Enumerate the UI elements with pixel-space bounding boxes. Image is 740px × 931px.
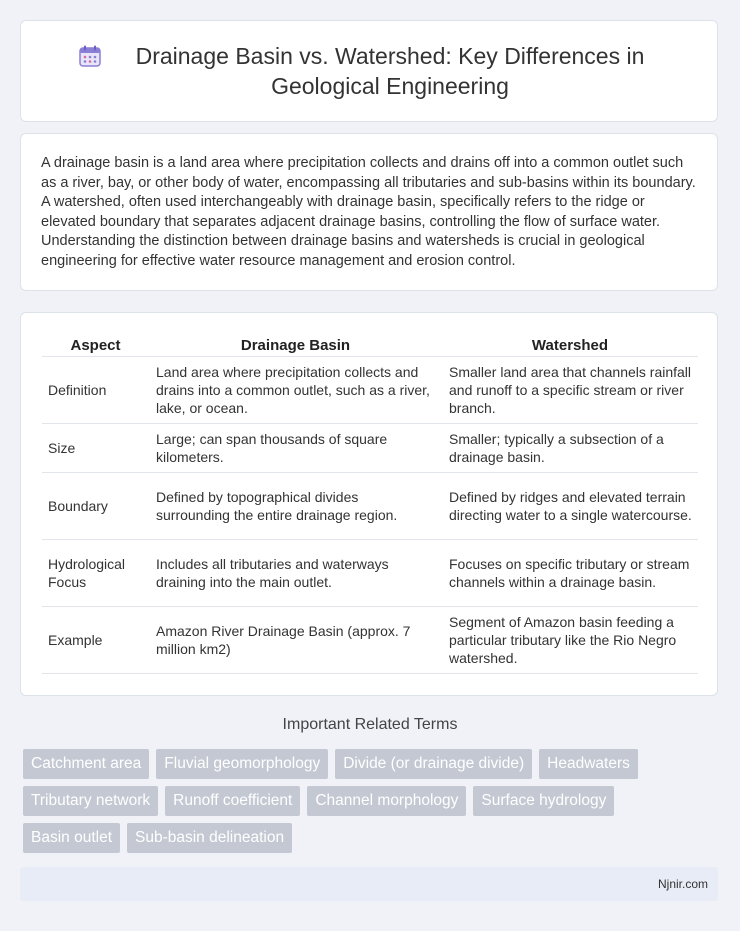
row-aspect: Definition bbox=[42, 357, 149, 424]
row-drainage-basin: Amazon River Drainage Basin (approx. 7 million km2) bbox=[149, 607, 442, 674]
comparison-table-card bbox=[20, 312, 718, 696]
calendar-icon bbox=[78, 44, 102, 68]
row-watershed: Defined by ridges and elevated terrain directing water to a single watercourse. bbox=[442, 473, 698, 540]
related-terms-list bbox=[23, 749, 713, 860]
term-tag[interactable]: Catchment area bbox=[23, 749, 149, 779]
term-tag[interactable]: Channel morphology bbox=[307, 786, 466, 816]
table-row bbox=[42, 607, 698, 674]
term-tag[interactable]: Runoff coefficient bbox=[165, 786, 300, 816]
row-drainage-basin: Land area where precipitation collects and drains into a common outlet, such as a river, lake, or ocean. bbox=[149, 357, 442, 424]
title-card bbox=[20, 20, 718, 122]
title-wrap bbox=[78, 41, 660, 101]
row-watershed: Smaller land area that channels rainfall and runoff to a specific stream or river branch. bbox=[442, 357, 698, 424]
row-watershed: Segment of Amazon basin feeding a particular tributary like the Rio Negro watershed. bbox=[442, 607, 698, 674]
intro-paragraph: A drainage basin is a land area where precipitation collects and drains off into a common outlet such as a river, bay, or other body of water, encompassing all tributaries and sub-basins within its boundary. A watershed, often used interchangeably with drainage basin, specifically refers to the ridge or elevated boundary that separates adjacent drainage basins, controlling the flow of surface water. Understanding the distinction between drainage basins and watersheds is crucial in geological engineering for effective water resource management and erosion control. bbox=[41, 155, 696, 269]
row-aspect: Hydrological Focus bbox=[42, 540, 149, 607]
term-tag[interactable]: Sub-basin delineation bbox=[127, 823, 292, 853]
term-tag[interactable]: Divide (or drainage divide) bbox=[335, 749, 532, 779]
term-tag[interactable]: Surface hydrology bbox=[473, 786, 614, 816]
row-watershed: Smaller; typically a subsection of a drainage basin. bbox=[442, 424, 698, 473]
row-aspect: Boundary bbox=[42, 473, 149, 540]
footer bbox=[20, 867, 718, 901]
header-watershed: Watershed bbox=[442, 333, 698, 357]
intro-card bbox=[20, 133, 718, 291]
table-row bbox=[42, 357, 698, 424]
term-tag[interactable]: Basin outlet bbox=[23, 823, 120, 853]
table-row bbox=[42, 473, 698, 540]
comparison-table bbox=[42, 333, 698, 674]
row-watershed: Focuses on specific tributary or stream channels within a drainage basin. bbox=[442, 540, 698, 607]
table-row bbox=[42, 540, 698, 607]
footer-brand-link[interactable]: Njnir.com bbox=[657, 877, 708, 891]
table-header-row bbox=[42, 333, 698, 357]
related-terms-heading: Important Related Terms bbox=[282, 716, 458, 733]
term-tag[interactable]: Headwaters bbox=[539, 749, 638, 779]
term-tag[interactable]: Fluvial geomorphology bbox=[156, 749, 328, 779]
page-title: Drainage Basin vs. Watershed: Key Differences in Geological Engineering bbox=[135, 43, 645, 99]
table-row bbox=[42, 424, 698, 473]
row-aspect: Example bbox=[42, 607, 149, 674]
row-drainage-basin: Includes all tributaries and waterways draining into the main outlet. bbox=[149, 540, 442, 607]
term-tag[interactable]: Tributary network bbox=[23, 786, 158, 816]
row-drainage-basin: Large; can span thousands of square kilometers. bbox=[149, 424, 442, 473]
header-aspect: Aspect bbox=[42, 333, 149, 357]
row-aspect: Size bbox=[42, 424, 149, 473]
row-drainage-basin: Defined by topographical divides surrounding the entire drainage region. bbox=[149, 473, 442, 540]
header-drainage-basin: Drainage Basin bbox=[149, 333, 442, 357]
